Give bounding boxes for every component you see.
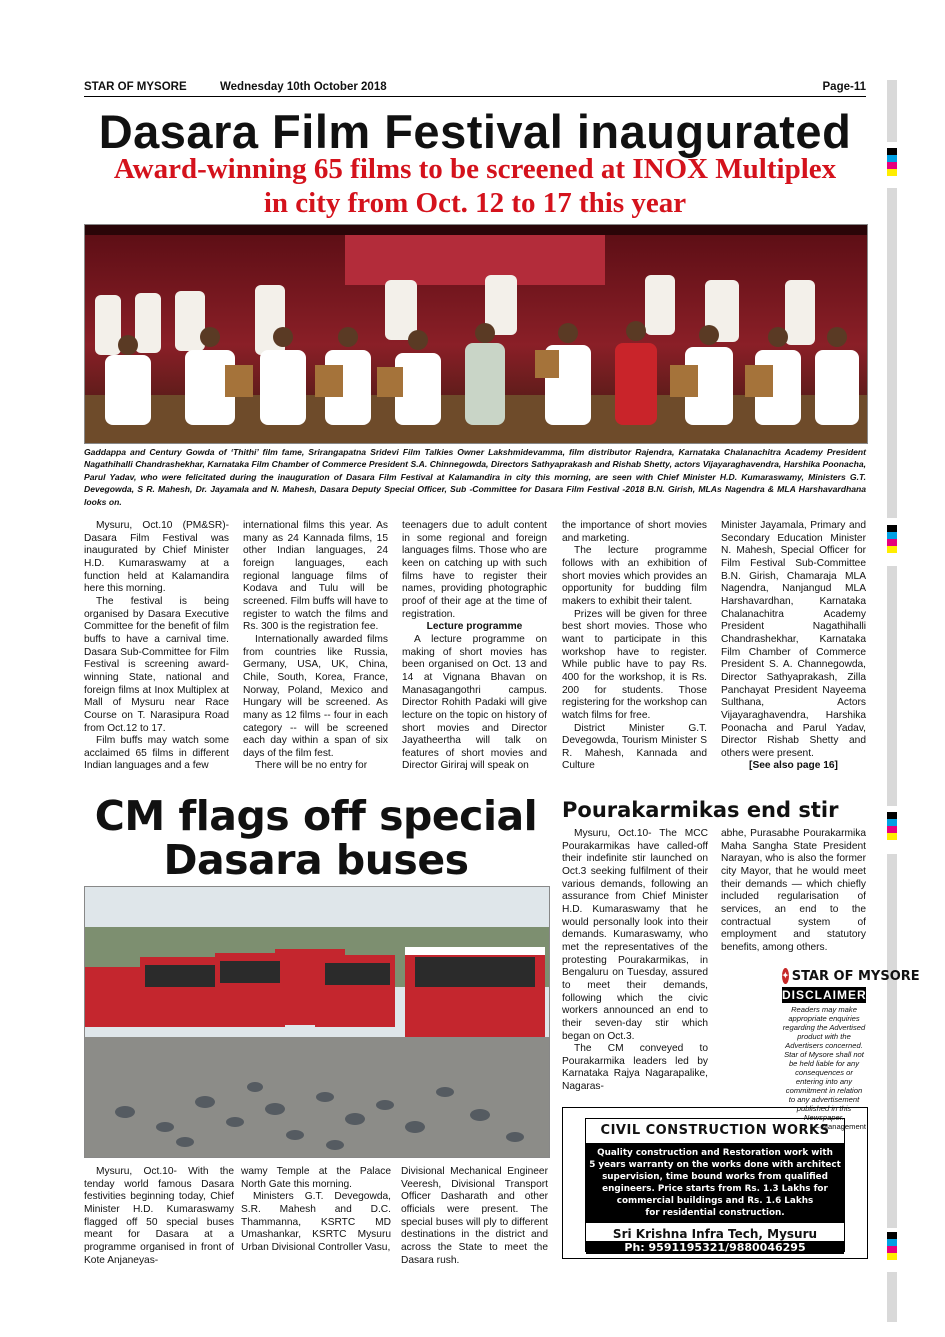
paragraph: Mysuru, Oct.10- With the tenday world famous Dasara festivities beginning today, Chief Minister H.D. Kumaraswamy flagged off 50 special buses meant for Dasara at a programme organised in front of Kote Anjaneyas-	[84, 1166, 234, 1266]
subhead-line: in city from Oct. 12 to 17 this year	[263, 187, 687, 219]
paragraph: The festival is being organised by Dasara Executive Committee for the benefit of film buffs to have a carnival time. Dasara Sub-Committee for Film Festival is screening award-winning State, national and foreign films at Inox Multiplex at Mall of Mysuru near Race Course on T. Narasipura Road from Oct.12 to 17.	[84, 595, 229, 734]
paragraph: teenagers due to adult content in some regional and foreign languages films. Those who are keen on catching up with such films have to register their names, providing photographic proof of their age at the time of registration.	[402, 520, 547, 620]
ad-title: CIVIL CONSTRUCTION WORKS	[600, 1123, 830, 1138]
ad-body	[586, 1143, 844, 1223]
paragraph: Film buffs may watch some acclaimed 65 films in different Indian languages and a few	[84, 735, 229, 772]
print-strip	[887, 566, 897, 806]
paragraph: international films this year. As many as 24 Kannada films, 15 other Indian languages, 24 foreign languages, each regional language films of Kodava and Tulu will be screened. Film buffs will have to register to watch the films and Rs. 300 is the registration fee.	[243, 520, 388, 633]
page-header	[84, 80, 866, 97]
photo-caption: Gaddappa and Century Gowda of ‘Thithi’ film fame, Srirangapatna Sridevi Film Talkies Owner Lakshmidevamma, film distributor Rajendra, Karnataka Chalanachitra Academy President Nagathihalli Chandrashekhar, Karnataka Film Chamber of Commerce President S.A. Chinnegowda, Directors Sathyaprakash and Rishab Shetty, actors Vijayaraghavendra, Harshika Poonacha, Parul Yadav, who were felicitated during the inauguration of Dasara Film Festival at Kalamandira in city this morning, are seen with Chief Minister H.D. Kumaraswamy, Ministers G.T. Devegowda, S R. Mahesh, Dr. Jayamala and N. Mahesh, Dasara Deputy Special Officer, Sub -Committee for Dasara Film Festival -2018 B.N. Girish, MLAs Nagendra & MLA Harshavardhana looks on.	[84, 447, 866, 507]
print-strip	[887, 80, 897, 142]
paragraph: Mysuru, Oct.10- The MCC Pourakarmikas have called-off their indefinite stir launched on Oct.3 seeking fulfilment of their various demands, following an assurance from Chief Minister H.D. Kumaraswamy that he would personally look into their demands. Kumaraswamy, who met the representatives of the protesting Pourakarmikas, in Bengaluru on Tuesday, assured to meet their demands, following which the civic workers announced an end to their seven-day stir which began on Oct.3.	[562, 828, 708, 1042]
ad-frame	[585, 1118, 845, 1252]
cm-column-2	[241, 1166, 391, 1255]
disclaimer-signature: — Management	[811, 1122, 866, 1131]
lead-column-5	[721, 520, 866, 773]
paragraph: Minister Jayamala, Primary and Secondary Education Minister N. Mahesh, Special Officer for Film Festival Sub-Committee B.N. Girish, Chamaraja MLA Nagendra, Nanjangud MLA Harshavardhan, Karnataka Chalanachitra Academy President Nagathihalli Chandrashekhar, Karnataka Film Chamber of Commerce President S. A. Channegowda, Director Sathyaprakash, Zilla Panchayat President Nayeema Sulthana, Actors Vijayaraghavendra, Harshika Poonacha and Parul Yadav, Director Rishab Shetty and others were present.	[721, 520, 866, 759]
pk-column-2	[721, 828, 866, 955]
lead-column-2	[243, 520, 388, 773]
disclaimer-text: Readers may make appropriate enquiries regarding the Advertised product with the Advertisers concerned. Star of Mysore shall not be held liable for any consequences or entering into any commitment in relation to any advertisement published in this Newspaper.	[782, 1005, 866, 1122]
headline-line: Dasara buses	[163, 836, 469, 884]
color-registration-mark	[887, 525, 897, 553]
felicitation-photo	[84, 224, 868, 444]
paragraph: There will be no entry for	[255, 760, 368, 772]
ad-phone: Ph: 9591195321/9880046295	[586, 1241, 844, 1254]
lead-column-3	[402, 520, 547, 773]
paragraph: abhe, Purasabhe Pourakarmika Maha Sangha State President Narayan, who is also the former city Mayor, that he would meet their demands — which chiefly included regularisation of services, an end to the contractual system of employment and statutory benefits, among others.	[721, 828, 866, 953]
logo-text: STAR OF MYSORE	[791, 968, 920, 984]
color-registration-mark	[887, 812, 897, 840]
ad-line: commercial buildings and Rs. 1.6 Lakhs	[616, 1196, 814, 1206]
paragraph: Ministers G.T. Devegowda, S.R. Mahesh and D.C. Thammanna, KSRTC MD Umashankar, KSRTC Mysuru Urban Divisional Controller Vasu,	[241, 1191, 391, 1253]
cm-column-3	[401, 1166, 548, 1267]
issue-date: Wednesday 10th October 2018	[220, 81, 387, 93]
print-strip	[887, 854, 897, 1228]
lead-subheadline	[60, 152, 890, 220]
see-also-note: [See also page 16]	[749, 760, 838, 772]
page-number: Page-11	[822, 81, 866, 93]
subhead-line: Award-winning 65 films to be screened at INOX Multiplex	[113, 153, 837, 185]
ad-firm-name: Sri Krishna Infra Tech, Mysuru	[612, 1227, 818, 1241]
ad-line: for residential construction.	[645, 1208, 785, 1218]
paragraph: Internationally awarded films from countries like Russia, Germany, USA, UK, China, Chile, South, Korea, France, Norway, Poland, Mexico and Hungary will be screened. As many as 12 films -- four in each category -- will be screened each day within a span of six days of the film fest.	[243, 633, 388, 759]
color-registration-mark	[887, 1232, 897, 1260]
ad-line: supervision, time bound works from qualified	[602, 1172, 828, 1182]
lead-column-1	[84, 520, 229, 773]
ad-line: Quality construction and Restoration work with	[597, 1148, 833, 1158]
paragraph: The lecture programme follows with an exhibition of short movies which provides an opportunity for budding film makers to exhibit their talent.	[562, 545, 707, 607]
paragraph: The CM conveyed to Pourakarmika leaders led by Karnataka Rajya Nagarapalike, Nagaras-	[562, 1043, 708, 1093]
paragraph: wamy Temple at the Palace North Gate this morning.	[241, 1166, 391, 1190]
paragraph: the importance of short movies and marketing.	[562, 520, 707, 544]
disclaimer-logo	[782, 965, 920, 987]
paragraph: Divisional Mechanical Engineer Veeresh, Divisional Transport Officer Dasharath and other officials were present. The special buses will ply to different destinations in the district and across the State to meet the Dasara rush.	[401, 1166, 548, 1266]
section-subheading: Lecture programme	[426, 621, 523, 633]
pk-story-headline: Pourakarmikas end stir	[562, 798, 839, 822]
print-strip	[887, 188, 897, 518]
paragraph: A lecture programme on making of short movies has been organised on Oct. 13 and 14 at Vignana Bhavan on Manasagangothri campus. Director Rohith Padaki will give lecture on the topic on history of short movies and Director Jayatheertha will talk on features of short movies and Director Giriraj will speak on	[402, 633, 547, 772]
paragraph: Prizes will be given for three best short movies. Those who want to participate in this workshop have to register. While public have to pay Rs. 400 for the workshop, it is Rs. 200 for students. Those registering for the workshop can watch films for free.	[562, 608, 707, 721]
headline-line: CM flags off special	[94, 792, 538, 840]
paper-emblem-icon: ✦	[782, 968, 789, 984]
pk-column-1	[562, 828, 708, 1094]
ad-line: 5 years warranty on the works done with architect	[589, 1160, 841, 1170]
ad-line: engineers. Price starts from Rs. 1.3 Lakhs for	[602, 1184, 828, 1194]
lead-column-4	[562, 520, 707, 773]
paragraph: Mysuru, Oct.10 (PM&SR)- Dasara Film Festival was inaugurated by Chief Minister H.D. Kumaraswamy at a function held at Kalamandira here this morning.	[84, 520, 229, 595]
paragraph: District Minister G.T. Devegowda, Tourism Minister S R. Mahesh, Kannada and Culture	[562, 722, 707, 772]
cm-story-headline	[84, 794, 548, 882]
construction-ad	[562, 1107, 868, 1259]
print-strip	[887, 1272, 897, 1322]
lead-headline: Dasara Film Festival inaugurated	[98, 105, 852, 158]
paper-name: STAR OF MYSORE	[84, 81, 187, 93]
buses-photo	[84, 886, 550, 1158]
cm-column-1	[84, 1166, 234, 1267]
disclaimer-title: DISCLAIMER	[782, 988, 867, 1002]
